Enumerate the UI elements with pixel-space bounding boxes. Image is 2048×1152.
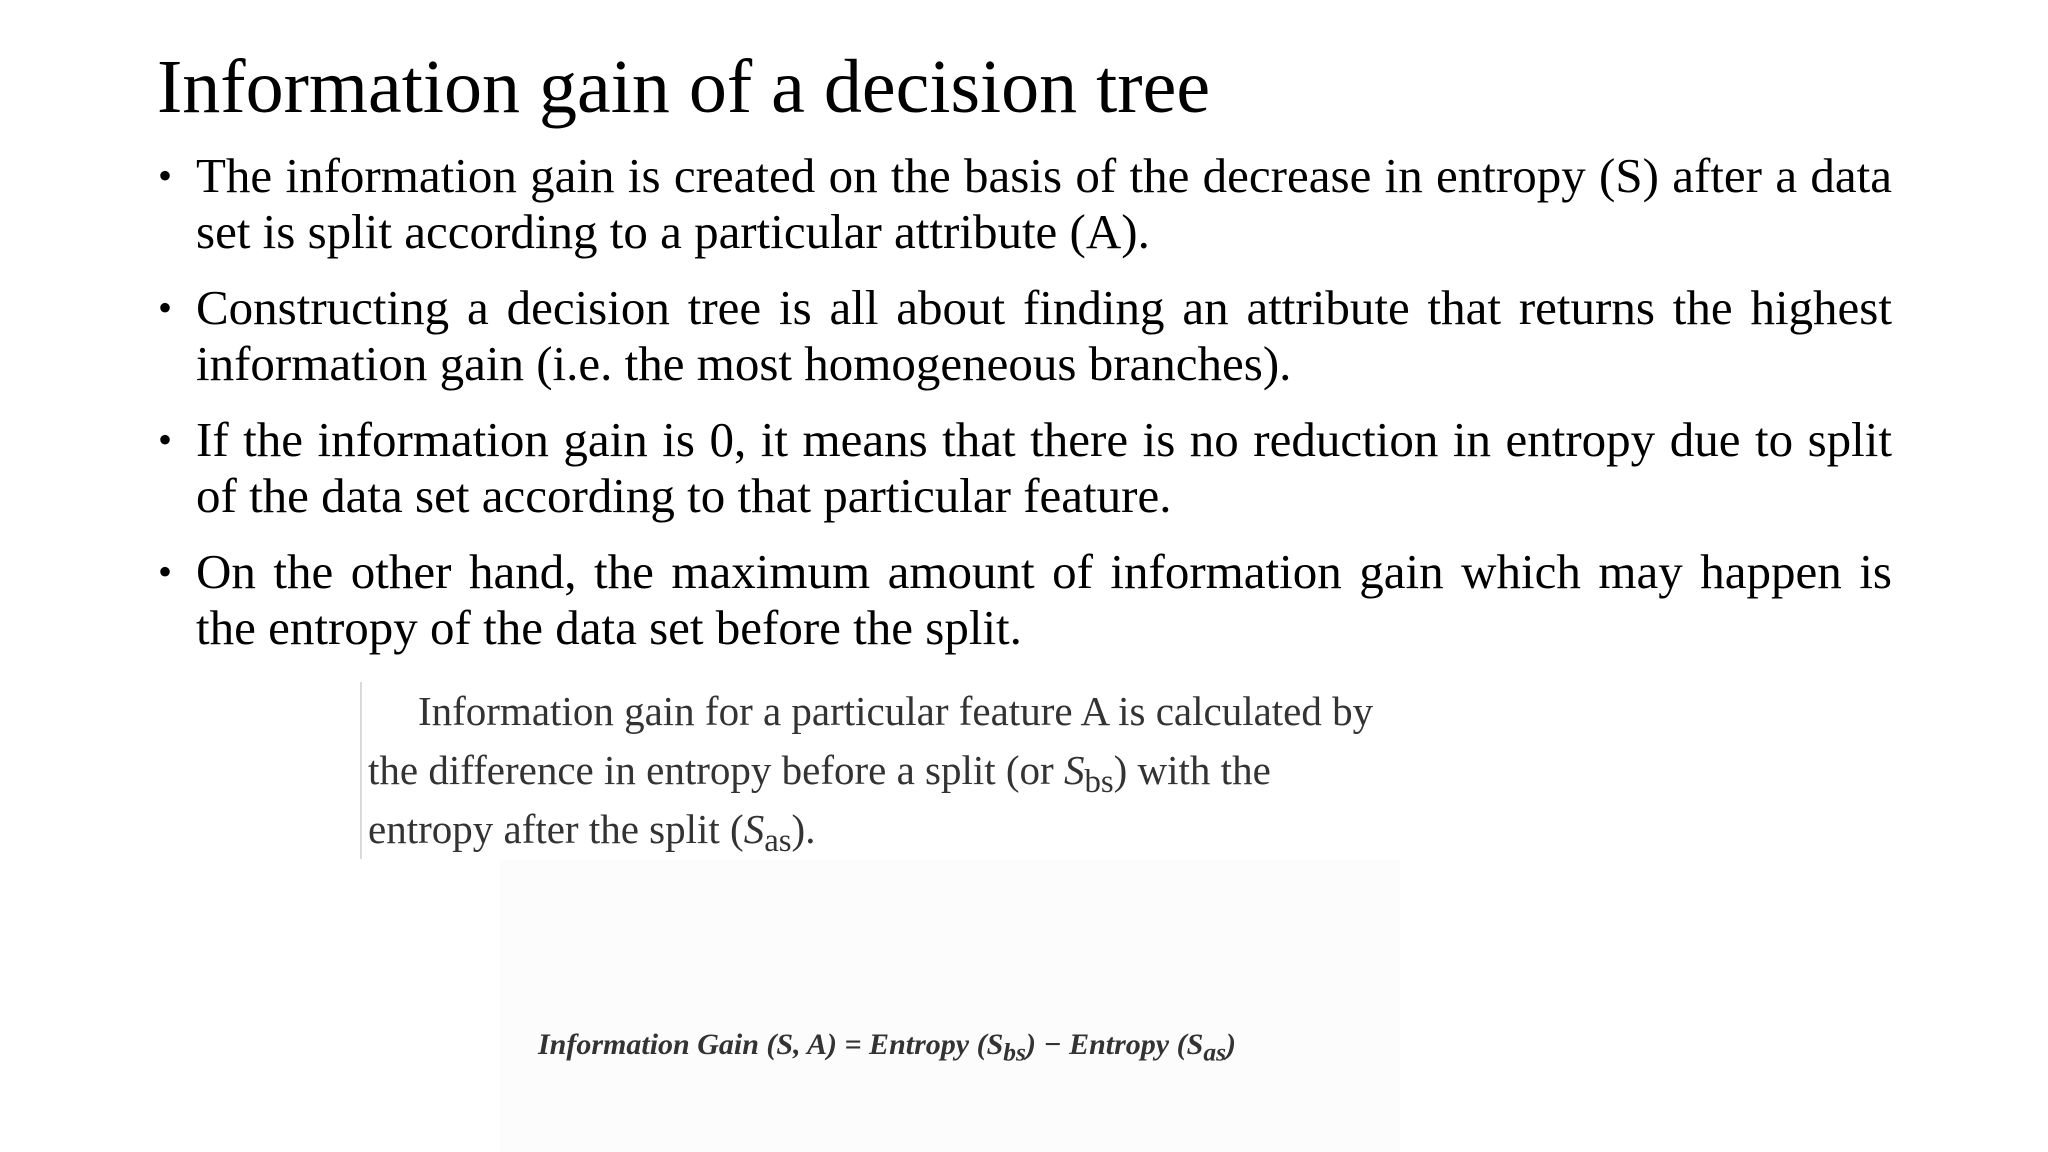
- formula-image-background: [500, 860, 1400, 1152]
- formula-subscript-bs: bs: [1003, 1037, 1026, 1067]
- bullet-dot-icon: •: [158, 417, 173, 462]
- excerpt-line: [368, 682, 1548, 741]
- information-gain-formula: [538, 1028, 1236, 1067]
- variable-s: S: [743, 806, 765, 852]
- subscript-as: as: [764, 823, 792, 860]
- formula-mid: ) − Entropy (S: [1025, 1028, 1204, 1061]
- formula-end: ): [1226, 1028, 1236, 1061]
- bullet-text: If the information gain is 0, it means that there is no reduction in entropy due to split of the data set according to that particular feature.: [196, 412, 1892, 523]
- excerpt-text: Information gain for a particular feature A is calculated by: [418, 688, 1374, 734]
- excerpt-text: ) with the: [1113, 747, 1271, 793]
- bullet-text: The information gain is created on the basis of the decrease in entropy (S) after a data set is split according to a particular attribute (A).: [196, 148, 1892, 259]
- excerpt-text: entropy after the split (: [368, 806, 744, 852]
- bullet-dot-icon: •: [158, 153, 173, 198]
- slide-title: Information gain of a decision tree: [157, 45, 1211, 129]
- excerpt-text: the difference in entropy before a split (or: [368, 747, 1064, 793]
- bullet-dot-icon: •: [158, 285, 173, 330]
- subscript-bs: bs: [1084, 764, 1114, 801]
- formula-subscript-as: as: [1203, 1037, 1226, 1067]
- excerpt-image-text: [360, 682, 1548, 859]
- bullet-dot-icon: •: [158, 549, 173, 594]
- excerpt-line: [368, 741, 1548, 800]
- variable-s: S: [1063, 747, 1085, 793]
- bullet-item: [152, 412, 1892, 524]
- excerpt-text: ).: [791, 806, 816, 852]
- bullet-text: Constructing a decision tree is all about finding an attribute that returns the highest information gain (i.e. the most homogeneous branches).: [196, 280, 1892, 391]
- bullet-item: [152, 280, 1892, 392]
- bullet-list: [152, 148, 1892, 676]
- formula-lhs: Information Gain (S, A) = Entropy (S: [538, 1028, 1004, 1061]
- bullet-text: On the other hand, the maximum amount of information gain which may happen is the entropy of the data set before the split.: [196, 544, 1892, 655]
- bullet-item: [152, 544, 1892, 656]
- bullet-item: [152, 148, 1892, 260]
- excerpt-line: [368, 800, 1548, 859]
